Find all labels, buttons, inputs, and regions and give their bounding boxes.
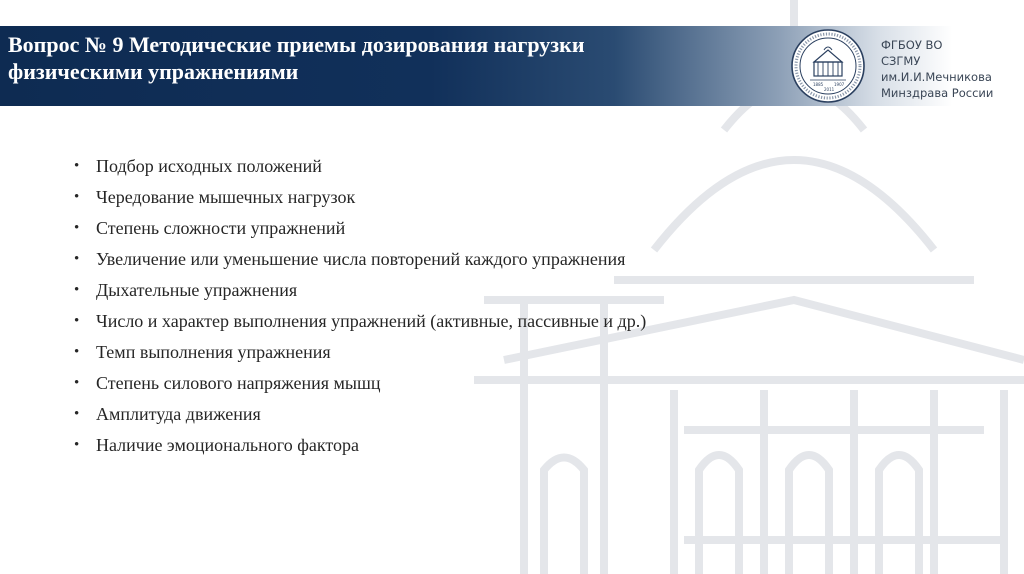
organization-name bbox=[881, 37, 1021, 101]
organization-line-1: ФГБОУ ВО bbox=[881, 38, 943, 52]
bullet-list bbox=[74, 151, 646, 461]
list-item bbox=[74, 213, 646, 244]
seal-year-1: 1885 bbox=[813, 82, 824, 87]
list-item-text: Подбор исходных положений bbox=[96, 156, 322, 176]
bullet-icon: • bbox=[74, 251, 80, 267]
list-item bbox=[74, 182, 646, 213]
list-item bbox=[74, 430, 646, 461]
bullet-icon: • bbox=[74, 313, 80, 329]
list-item-text: Число и характер выполнения упражнений (активные, пассивные и др.) bbox=[96, 311, 647, 331]
bullet-icon: • bbox=[74, 437, 80, 453]
list-item-text: Амплитуда движения bbox=[96, 404, 261, 424]
seal-year-2: 1907 bbox=[834, 82, 845, 87]
list-item bbox=[74, 151, 646, 182]
list-item bbox=[74, 306, 646, 337]
slide-title-line-2: физическими упражнениями bbox=[8, 59, 299, 84]
list-item-text: Дыхательные упражнения bbox=[96, 280, 298, 300]
organization-line-3: им.И.И.Мечникова bbox=[881, 70, 992, 84]
organization-line-2: СЗГМУ bbox=[881, 54, 921, 68]
bullet-icon: • bbox=[74, 189, 80, 205]
bullet-icon: • bbox=[74, 344, 80, 360]
university-seal-icon bbox=[790, 28, 866, 104]
bullet-icon: • bbox=[74, 375, 80, 391]
list-item bbox=[74, 368, 646, 399]
slide-title bbox=[8, 31, 728, 85]
bullet-icon: • bbox=[74, 406, 80, 422]
list-item-text: Степень сложности упражнений bbox=[96, 218, 346, 238]
list-item-text: Чередование мышечных нагрузок bbox=[96, 187, 356, 207]
organization-line-4: Минздрава России bbox=[881, 86, 994, 100]
list-item bbox=[74, 337, 646, 368]
list-item-text: Темп выполнения упражнения bbox=[96, 342, 331, 362]
list-item-text: Степень силового напряжения мышц bbox=[96, 373, 381, 393]
bullet-icon: • bbox=[74, 158, 80, 174]
bullet-icon: • bbox=[74, 220, 80, 236]
list-item bbox=[74, 275, 646, 306]
list-item-text: Увеличение или уменьшение числа повторений каждого упражнения bbox=[96, 249, 626, 269]
seal-year-3: 2011 bbox=[824, 87, 835, 92]
list-item bbox=[74, 399, 646, 430]
bullet-icon: • bbox=[74, 282, 80, 298]
list-item-text: Наличие эмоционального фактора bbox=[96, 435, 359, 455]
slide-title-line-1: Вопрос № 9 Методические приемы дозирования нагрузки bbox=[8, 32, 585, 57]
list-item bbox=[74, 244, 646, 275]
